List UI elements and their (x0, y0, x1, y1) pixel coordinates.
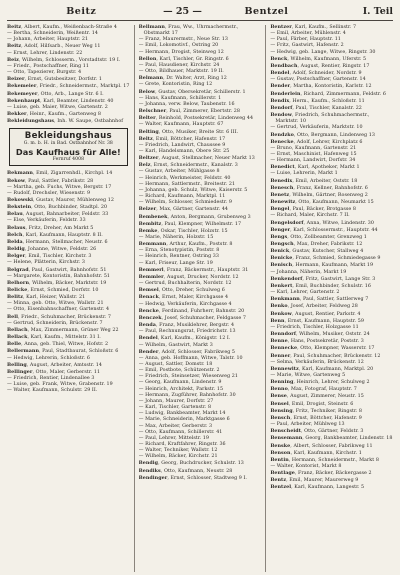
directory-entry: Benck, Wilhelm, Kaufmann, Uferstr. 5 (270, 55, 367, 62)
directory-entry: — Paul, Rechnungsrat, Friedrichstr. 13 (138, 329, 236, 335)
directory-entry: Belicke, Ernst, Schmied, Dorfstr. 10 (7, 287, 99, 293)
directory-entry: Bendinger, Ernst, Schlosser, Stadtweg 9 I. (138, 474, 248, 481)
directory-entry: — Walter, Kaufmann, Schulstr. 29 II. (7, 388, 98, 394)
directory-entry: Benson, Karl, Kaufmann, Kirchstr. 1 (270, 449, 362, 456)
directory-entry: Benecke, Adolf, Lehrer, Kirchplatz 6 (270, 138, 363, 145)
directory-entry: Bentz, Emil, Maurer, Maurerweg 9 (270, 477, 359, 484)
column-1-entries-top (7, 24, 130, 125)
directory-entry: Beltz, Emil, Böttcher, Hafenstr. 17 (138, 135, 226, 142)
column-3 (270, 24, 393, 572)
directory-entry: — Luise, Lehrerin, Markt 1 (270, 171, 338, 177)
directory-entry: Bendiks, Otto, Kaufmann, Neustr. 28 (138, 467, 233, 474)
directory-entry: — Johann, Maurer, Dorfstr. 27 (138, 398, 214, 404)
directory-entry: Benack, Ernst, Maler, Kirchgasse 4 (138, 294, 229, 301)
directory-entry: — Walter, Kontorist, Markt 8 (270, 464, 342, 469)
ad-phone: Fernruf 4008 (52, 157, 85, 163)
column-1-entries-bottom (7, 170, 130, 394)
ad-slogan: Das Kaufhaus für Alle! (15, 147, 121, 158)
directory-entry: Benno, Max, Fotograf, Hauptstr. 7 (270, 386, 357, 393)
directory-entry: Benner, Paul, Schuhmacher, Brückenstr. 12 (270, 352, 381, 359)
directory-entry: — Johanna, Näherin, Markt 19 (270, 269, 347, 275)
directory-entry: Belting, Otto, Musiker, Breite Str. 6 III. (138, 128, 239, 135)
directory-entry: Benda, Franz, Musiklehrer, Bergstr. 4 (138, 322, 235, 329)
directory-entry: Bengelsdorf, Anna, Witwe, Lindenstr. 30 (270, 219, 374, 226)
directory-entry: Bense, August, Zimmerer, Neustr. 15 (270, 393, 364, 400)
directory-entry: — Gustav, Postschaffner, Gartenstr. 14 (270, 77, 366, 83)
directory-entry: Bensing, Fritz, Techniker, Ringstr. 8 (270, 407, 363, 414)
directory-entry: Benicke, Franz, Schmied, Schmiedegasse 9 (270, 255, 381, 262)
directory-entry: Benscheidt, Otto, Gärtner, Feldstr. 3 (270, 428, 364, 435)
directory-entry: — Ernst, Lehrer, Lindenstr. 22 (7, 50, 83, 56)
directory-entry: — Emil, Lokomotivf., Ostring 20 (138, 43, 219, 49)
directory-entry: — Otto, Eisenbahnschaffner, Gartenstr. 4 (7, 307, 110, 313)
directory-entry: — Paul, Färber, Hauptstr. 11 (270, 37, 341, 43)
directory-entry: — Marie, Näherin, Holzstr. 15 (138, 235, 214, 240)
directory-entry: Belger, Emil, Tischler, Kirchstr. 3 (7, 253, 92, 260)
directory-entry: Bemsel, Otto, Dreher, Schulweg 6 (138, 287, 225, 294)
directory-entry: Bemmler, August, Drucker, Nordstr. 12 (138, 273, 239, 280)
directory-entry: — Paul, Hausdiener, Kirchstr. 24 (138, 62, 220, 68)
ad-company: G. m. b. H. in Bad. Ostbahnhof Nr. 38 (23, 141, 113, 147)
directory-entry: Benning, Heinrich, Lehrer, Schulweg 2 (270, 379, 370, 386)
column-divider (134, 25, 135, 572)
directory-entry: — Hermann, Zugführer, Bahnhofstr. 30 (138, 392, 236, 398)
directory-entry: — Richard, Maler, Kirchstr. 7 II. (270, 213, 350, 219)
directory-entry: Bendow, Friedrich, Schuhmachermstr., Marktstr. 10 (270, 112, 370, 125)
directory-entry: — Luise, geb. Maier, Witwe, Gartenstr. 2 (7, 104, 108, 110)
directory-entry: Belhorn, Wilhelm, Bäcker, Marktstr. 19 (7, 279, 107, 286)
directory-entry: — Otto, Kaufmann, Schillerstr. 41 (138, 429, 223, 435)
directory-entry: Benne, Hans, Postsekretär, Poststr. 3 (270, 338, 364, 345)
directory-entry: — Karl, Friseur, Lange Str. 19 (138, 260, 213, 266)
directory-entry: Bellack, Karl, Kaufm., Mittelstr. 31 I. (7, 334, 101, 341)
directory-entry: — Franz, Maurermstr., Neue Str. 13 (138, 37, 229, 43)
directory-entry: Bemmann, Arthur, Kaufm., Poststr. 8 (138, 241, 233, 248)
directory-entry: Beitz, Albert, Kaufm., Weißenbach-Straße 4 (7, 24, 117, 30)
directory-entry: — Friedrich, Landwirt, Chaussee 9 (138, 142, 226, 148)
directory-entry: Benndorf, Wilhelm, Musiker, Oststr. 24 (270, 331, 370, 338)
directory-entry: — Anna, geb. Hoffmann, Witwe, Talstr. 10 (138, 355, 243, 361)
directory-entry: Below, Gustav, Obersekretär, Schillerstr. 1 (138, 88, 246, 95)
directory-entry: Benewitz, Otto, Kaufmann, Neumarkt 15 (270, 199, 374, 206)
directory-entry: Benkmann, Paul, Sattler, Sattlerweg 7 (270, 296, 369, 303)
directory-entry: Beizer, Ernst, Gutsbesitzer, Dorfstr. 1 (7, 76, 102, 83)
column-divider (265, 25, 266, 572)
directory-entry: Belter, Reinhold, Postsekretär, Lindenweg 44 (138, 115, 254, 122)
directory-entry: — Margarete, Kontoristin, Bahnhofstr. 51 (7, 273, 111, 279)
directory-entry: — Helene, Plätterin, Kirchstr. 3 (7, 260, 86, 266)
directory-entry: Bembitz, Paul, Klempner, Wilhelmstr. 17 (138, 220, 242, 227)
section-mark: I. Teil (362, 6, 393, 17)
directory-entry: — Karl, Handelsmann, Obere Str. 25 (138, 148, 230, 154)
directory-entry: Benger, Karl, Schlossermstr., Hauptstr. 44 (270, 226, 378, 233)
directory-entry: — Johanna, verw. Below, Taubenstr. 16 (138, 101, 235, 107)
directory-entry: Bellinger, Otto, Maler, Gerberstr. 11 (7, 368, 101, 375)
directory-entry: Bekleidungshaus, Inh. W. Saupe, Ostbahnhof (7, 118, 124, 125)
directory-entry: — Karl, Tischler, Gartenstr. 8 (138, 405, 212, 411)
directory-entry: — Wilhelm, Gastwirt, Markt 3 (138, 342, 213, 348)
directory-entry: Belschner, Paul, Zimmerer, Ebertstr. 28 (138, 108, 241, 115)
directory-entry: Bellmann, Frau, Ww., Uhrmachermstr., Obstmarkt 17 (138, 24, 239, 37)
directory-entry: Bensemann, Georg, Bankbeamter, Lindenstr. 18 (270, 435, 393, 442)
directory-entry: — Friedrich, Rentier, Lindenallee 3 (7, 376, 95, 382)
directory-entry: Bendbach, August, Rentier, Ringstr. 17 (270, 62, 370, 69)
directory-entry: Bekker, Heinr., Kaufm., Gartenweg 8 (7, 111, 101, 118)
directory-entry: — Emil, Arbeiter, Mühlenstr. 4 (270, 31, 346, 37)
directory-entry: — Ludwig, Bankbeamter, Markt 14 (138, 411, 226, 417)
column-1 (7, 24, 130, 572)
directory-entry: Belz, Ernst, Schneidermstr., Kanalstr. 3 (138, 162, 238, 169)
directory-entry: — Heinrich, Werkmeister, Feldstr. 40 (138, 175, 231, 181)
directory-entry: Benn, Ernst, Kaufmann, Hauptstr. 59 (270, 317, 364, 324)
directory-entry: — Fritz, Gastwirt, Hafenstr. 2 (270, 43, 344, 49)
directory-entry: — Wilhelm, Bäcker, Kirchstr. 21 (138, 454, 218, 460)
directory-entry: Belgrad, Paul, Gastwirt, Bahnhofstr. 51 (7, 266, 107, 273)
directory-entry: Benderlein, Richard, Zimmermann, Feldstr. 6 (270, 90, 386, 97)
directory-entry: Bekenhaupt, Karl, Beamter, Lindenstr. 40 (7, 97, 114, 104)
directory-columns (7, 24, 393, 572)
directory-entry: Benkert, Emil, Buchbinder, Schulstr. 16 (270, 282, 371, 289)
directory-entry: — Gertrud, Schneiderin, Brückenstr. 7 (7, 320, 103, 326)
directory-entry: — Richard, Kaufmann, Marktpl. 11 (138, 194, 226, 200)
directory-entry: Bekemeyer, Otto, Arb., Lange Str. 6 I. (7, 90, 104, 97)
directory-entry: Bemke, Oskar, Tischler, Holzstr. 15 (138, 227, 228, 234)
directory-entry: Bekstein, Otto, Buchbinder, Stadtpl. 20 (7, 204, 108, 211)
directory-entry: — Georg, Kaufmann, Lindenstr. 9 (138, 380, 222, 386)
directory-entry: — Gertrud, Verkäuferin, Marktstr. 10 (270, 125, 363, 131)
directory-entry: — Ernst, Maschinist, Hafenweg 15 (270, 151, 357, 157)
directory-entry: Belzer, Max, Gärtner, Gartenstr. 44 (138, 206, 229, 213)
directory-entry: Bellon, Karl, Tischler, Gr. Ringstr. 6 (138, 55, 229, 62)
directory-entry: Bellach, Max, Zimmermann, Grüner Weg 22 (7, 326, 119, 333)
directory-entry: Bellermann, Paul, Stadtbaurat, Schloßstr. 6 (7, 348, 119, 355)
directory-entry: — Rudolf, Drechsler, Wiesenstr. 9 (7, 190, 91, 196)
directory-entry: — Hermann, Drogist, Steinweg 12 (138, 49, 224, 55)
directory-entry: — Hedwig, Lehrerin, Schloßstr. 6 (7, 355, 90, 361)
directory-entry: — Friedrich, Steinsetzer, Wiesenweg 21 (138, 374, 238, 380)
directory-entry: — Bertha, Schneiderin, Weißentr. 14 (7, 31, 98, 37)
directory-entry: — Hans, Kaufmann, Schillerstr. 1 (138, 95, 222, 101)
directory-entry: — Grete, Kontoristin, Ring 12 (138, 82, 213, 88)
directory-entry: Bendorf, Paul, Tischler, Kanalstr. 22 (270, 104, 362, 111)
directory-entry: Benedix, Emil, Arbeiter, Oststr. 18 (270, 177, 358, 184)
directory-entry: — Gertrud, Buchhalterin, Nordstr. 12 (138, 281, 232, 287)
directory-entry: — Bruno, Kaufmann, Gartenstr. 21 (270, 145, 357, 151)
directory-entry: Belau, August, Bahnarbeiter, Feldstr. 33 (7, 211, 109, 218)
directory-entry: Bekemeier, Friedr., Schneidermstr., Marktpl. 17 (7, 83, 130, 90)
directory-entry: Bender, Adolf, Schlosser, Fabrikweg 5 (138, 348, 236, 355)
directory-entry: — Hedwig, Verkäuferin, Kirchgasse 4 (138, 301, 232, 307)
directory-entry: — Karl, Lehrer, Gartenstr. 2 (270, 290, 340, 296)
directory-entry: Bembenek, Anton, Bergmann, Grubenweg 3 (138, 213, 251, 220)
directory-entry: Bentzel, Karl, Kaufmann, Langestr. 5 (270, 484, 365, 491)
header-left-name: Beitz (66, 6, 97, 17)
directory-entry: — Selma, Verkäuferin, Brückenstr. 12 (270, 359, 364, 365)
directory-entry: — Heinrich, Rentner, Ostring 33 (138, 254, 219, 260)
directory-entry: — Martha, geb. Fuchs, Witwe, Bergstr. 17 (7, 184, 112, 190)
directory-entry: — Hermann, Sattlermstr., Breitestr. 21 (138, 181, 236, 187)
directory-entry: Benedict, Karl, Apotheker, Markt 1 (270, 164, 360, 171)
directory-entry: Bender, Martha, Kontoristin, Karlstr. 12 (270, 83, 372, 90)
directory-entry: — Erna, Stenotypistin, Poststr. 8 (138, 248, 220, 254)
page-number: — 25 — (163, 6, 202, 17)
directory-entry: — Otto, Bildhauer, Marktstr. 19 II. (138, 69, 224, 75)
directory-entry: — Walter, Kaufmann, Hauptstr. 67 (138, 122, 224, 128)
header-right-group (210, 6, 394, 17)
directory-entry: — August, Sattler, Domstr. 18 (138, 361, 213, 367)
directory-entry: Bentzer, Karl, Kaufm., Sellinstr. 7 (270, 24, 357, 30)
advertisement-box (9, 128, 128, 166)
directory-entry: Belmann, Dr. Walter, Arzt, Ring 12 (138, 75, 227, 82)
directory-entry: Beitz, Adolf, Hilfsarb., Neuer Weg 11 (7, 43, 101, 50)
directory-entry: — Luise, geb. Frank, Witwe, Grabenstr. 19 (7, 382, 113, 388)
directory-entry: Belitz, Karl, Heizer, Wallstr. 21 (7, 294, 86, 301)
directory-entry: Bennewitz, Karl, Kaufmann, Marktpl. 20 (270, 365, 374, 372)
directory-entry: Bengs, Otto, Zollbeamter, Grenzweg 1 (270, 233, 367, 240)
directory-entry: Belda, Hermann, Stellmacher, Neustr. 6 (7, 238, 108, 245)
directory-entry: — Friedrich, Tischler, Holzgasse 11 (270, 324, 359, 330)
directory-entry: Bentlage, Franz, Bäcker, Bäckergasse 2 (270, 470, 372, 477)
directory-entry: — Friedr., Postschaffner, Ring 11 (7, 63, 90, 69)
directory-entry: Bengel, Paul, Bäcker, Brotgasse 8 (270, 206, 356, 213)
directory-entry: Bekow, Paul, Sattler, Fabrikstr. 28 (7, 177, 94, 184)
directory-entry: Bensch, Ernst, Böttcher, Hafenstr. 9 (270, 414, 362, 421)
directory-entry: Bengsch, Max, Dreher, Fabrikstr. 12 (270, 241, 363, 247)
directory-entry: — Marie, Schneiderin, Marktgasse 6 (138, 417, 230, 423)
directory-entry: Benetz, Wilhelm, Gärtner, Rosenweg 2 (270, 191, 368, 198)
directory-entry: Bensel, Emil, Drogist, Steinstr. 6 (270, 400, 354, 407)
directory-entry: Benick, Gustav, Kutscher, Stallweg 4 (270, 248, 364, 255)
directory-entry: Benesch, Franz, Kellner, Bahnhofstr. 6 (270, 184, 368, 191)
column-2 (139, 24, 262, 572)
directory-entry: Benkendorf, Fritz, Gastwirt, Lange Str. 3 (270, 275, 376, 282)
page-header (7, 6, 393, 21)
directory-entry: Bekmann, Emil, Zigarrenhdl., Kirchpl. 14 (7, 170, 113, 177)
directory-entry: Beltzer, August, Stellmacher, Neuer Markt 13 (138, 155, 255, 162)
directory-entry: Bendzko, Otto, Bergmann, Lindenweg 13 (270, 131, 375, 138)
directory-entry: — Walter, Techniker, Wallstr. 12 (138, 448, 218, 454)
directory-entry: Bentin, Hermann, Schneidermstr., Markt 8 (270, 456, 379, 463)
directory-entry: Bennecke, Otto, Klempner, Wasserstr. 17 (270, 345, 375, 352)
ad-title: Bekleidungshaus (24, 131, 112, 142)
directory-entry: Bendig, Georg, Buchdrucker, Schulstr. 13 (138, 460, 244, 467)
directory-entry: Belling, August, Arbeiter, Amtsstr. 14 (7, 361, 103, 368)
directory-entry: Benisch, Hermann, Kaufmann, Markt 19 (270, 262, 374, 269)
directory-entry: Benczek, Josef, Schuhmacher, Feldgasse 7 (138, 314, 246, 321)
directory-entry: Bendel, Karl, Kaufm., Königstr. 12 I. (138, 335, 231, 342)
directory-entry: — Minna, geb. Otto, Witwe, Wallstr. 21 (7, 301, 104, 307)
directory-entry: Bendix, Herm., Kaufm., Schloßstr. 11 (270, 97, 365, 104)
directory-entry: — Max, Arbeiter, Gerberstr. 3 (138, 423, 213, 429)
directory-entry: — Emil, Postbote, Schützenstr. 2 (138, 368, 220, 374)
directory-entry: — Heinrich, Architekt, Parkstr. 15 (138, 386, 224, 392)
directory-entry: — Hedwig, geb. Lange, Witwe, Ringstr. 30 (270, 49, 376, 55)
directory-entry: — Richard, Kraftfahrer, Ringstr. 36 (138, 442, 226, 447)
directory-entry: Benko, Josef, Arbeiter, Feldweg 28 (270, 303, 358, 310)
directory-entry: — Paul, Arbeiter, Mühlweg 13 (270, 422, 345, 428)
directory-entry: Bemmerl, Franz, Bäckermstr., Hauptstr. 31 (138, 266, 249, 273)
directory-entry: Belle, Anna, geb. Thiel, Witwe, Hofstr. 2 (7, 341, 109, 348)
header-right-name: Bentzel (244, 6, 289, 17)
directory-entry: — Hermann, Landwirt, Dorfstr. 34 (270, 158, 356, 164)
directory-entry: — Johanna, geb. Schulz, Witwe, Kaiserstr. 5 (138, 187, 248, 193)
directory-entry: Bekowski, Gustav, Maurer, Mühlenweg 12 (7, 196, 114, 203)
directory-entry: — Marie, Witwe, Gartenweg 5 (270, 372, 346, 378)
directory-entry: Beldig, Johanne, Witwe, Feldstr. 26 (7, 246, 97, 253)
directory-entry: Beiz, Wilhelm, Schlosserm., Vorstadtstr. 19 I. (7, 56, 121, 63)
directory-entry: Belaus, Fritz, Dreher, Am Markt 5 (7, 224, 94, 231)
directory-entry: Benske, Albert, Schlosser, Fabrikweg 11 (270, 442, 373, 449)
directory-entry: — Otto, Tapezierer, Burgstr. 4 (7, 70, 82, 76)
directory-entry: Benkow, August, Rentier, Parkstr. 4 (270, 310, 361, 317)
directory-entry: — Wilhelm, Schlosser, Schmiedestr. 9 (138, 200, 232, 206)
directory-entry: Bendel, Adolf, Schneider, Nordstr. 9 (270, 70, 362, 77)
directory-entry: Belch, Karl, Kaufmann, Hauptstr. 8 II. (7, 231, 103, 238)
directory-entry: — Paul, Lehrer, Mittelstr. 19 (138, 435, 210, 441)
directory-entry: Bencke, Ferdinand, Fuhrherr, Bahnstr. 20 (138, 307, 245, 314)
directory-entry: — Gustav, Arbeiter, Mühlgasse 8 (138, 169, 220, 175)
directory-entry: — Johann, Arbeiter, Hauptstr. 21 (7, 37, 89, 43)
directory-entry: — Else, Verkäuferin, Feldstr. 33 (7, 218, 86, 224)
directory-entry: Bell, Friedr., Schuhmacher, Brückenstr. 7 (7, 313, 112, 320)
